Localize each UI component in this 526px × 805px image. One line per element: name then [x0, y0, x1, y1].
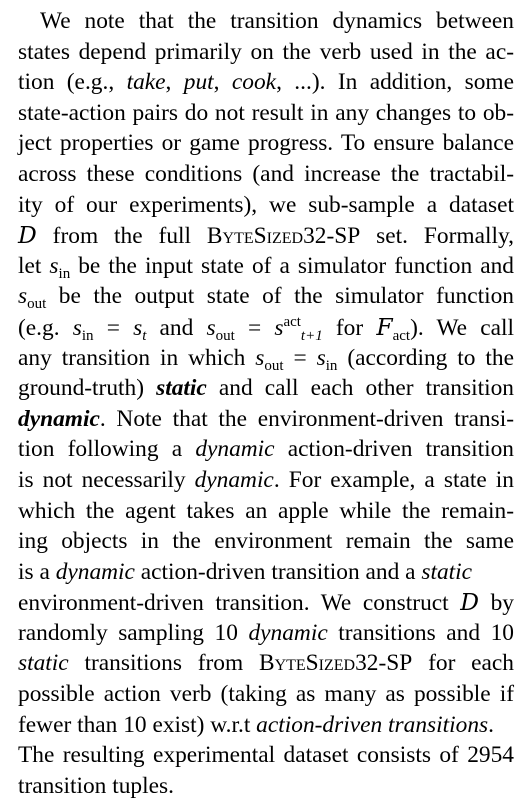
text-span: = — [283, 344, 317, 371]
text-line — [18, 159, 514, 190]
text-span: state-action pairs do not result in any changes to ob- — [18, 99, 514, 126]
text-span-i: static — [421, 558, 473, 585]
text-span: from the full — [36, 223, 207, 250]
text-span-sub: out — [215, 327, 235, 344]
text-span-i: put — [183, 69, 214, 96]
text-span: ity of our experiments), we sub-sample a dataset — [18, 191, 514, 218]
text-span: and call each other transition — [206, 375, 514, 402]
text-span-sub: out — [264, 357, 284, 374]
text-span: . — [488, 711, 494, 738]
text-line — [18, 343, 514, 374]
text-span: ground-truth) — [18, 375, 157, 402]
text-span-i: dynamic — [55, 558, 135, 585]
text-span: The resulting experimental dataset consists of 2954 — [18, 742, 514, 769]
text-span: for — [322, 314, 377, 341]
text-span: . For example, a state in — [273, 466, 514, 493]
text-line — [18, 98, 514, 129]
text-line — [18, 465, 514, 496]
text-span-math: s — [274, 314, 284, 341]
text-span-sub: in — [58, 265, 71, 282]
text-span-i: dynamic — [195, 436, 275, 463]
text-line — [18, 190, 514, 221]
text-span-sc: ByteSized32-SP — [206, 223, 361, 250]
text-line — [18, 710, 514, 741]
text-line — [18, 587, 514, 618]
text-span-math: s — [206, 314, 216, 341]
text-span: for each — [412, 650, 514, 677]
text-span-sub: out — [27, 296, 47, 313]
text-span: action-driven transition and a — [134, 558, 422, 585]
text-span-math: s — [49, 252, 59, 279]
text-span-i: dynamic — [248, 619, 328, 646]
text-line — [18, 251, 514, 282]
text-span: states depend primarily on the verb used in the ac- — [18, 38, 514, 65]
text-span: let — [18, 252, 50, 279]
text-span-cal: D — [460, 588, 480, 617]
text-span-sub: in — [81, 327, 94, 344]
text-span-sup: act — [283, 313, 301, 330]
body-paragraph — [18, 6, 514, 801]
text-span-cal: D — [18, 221, 37, 250]
text-span: environment-driven transition. We construct — [18, 590, 461, 617]
text-line — [18, 67, 514, 98]
text-span: be the output state of the simulator function — [46, 283, 514, 310]
text-span: across these conditions (and increase the tractabil- — [18, 160, 514, 187]
text-span-math: s — [18, 283, 28, 310]
text-span: transition tuples. — [18, 772, 174, 799]
text-span: . Note that the environment-driven transi- — [99, 405, 514, 432]
text-span: transitions from — [68, 650, 259, 677]
text-span-sub: act — [392, 327, 411, 344]
text-line — [18, 648, 514, 679]
text-span: and — [146, 314, 207, 341]
text-span: is a — [18, 558, 56, 585]
text-span: = — [93, 314, 134, 341]
text-span-sub: in — [325, 357, 338, 374]
text-span-math: s — [72, 314, 82, 341]
text-line — [18, 128, 514, 159]
text-span-cal: F — [376, 312, 393, 341]
text-span-i: cook — [231, 69, 277, 96]
text-span: ject properties or game progress. To ensure balance — [18, 130, 514, 157]
text-line — [18, 740, 514, 771]
text-span: (according to the — [337, 344, 514, 371]
text-line — [18, 526, 514, 557]
text-span-i: static — [18, 650, 69, 677]
text-span: fewer than 10 exist) w.r.t — [18, 711, 257, 738]
text-span-math: s — [255, 344, 265, 371]
text-line — [18, 404, 514, 435]
text-span: which the agent takes an apple while the remain- — [18, 497, 514, 524]
text-span-math: s — [316, 344, 326, 371]
text-span: randomly sampling 10 — [18, 619, 249, 646]
text-line — [18, 771, 514, 802]
text-span: action-driven transition — [274, 436, 514, 463]
text-span: We note that the transition dynamics between — [40, 8, 514, 34]
text-span: ing objects in the environment remain the same — [18, 528, 514, 555]
text-span: , — [213, 69, 232, 96]
text-line — [18, 37, 514, 68]
text-span: , ...). In addition, some — [276, 69, 514, 96]
text-line — [18, 496, 514, 527]
text-line — [18, 557, 514, 588]
text-span: transitions and 10 — [327, 619, 514, 646]
text-line — [18, 618, 514, 649]
text-span: is not necessarily — [18, 466, 195, 493]
text-span: be the input state of a simulator function and — [70, 252, 514, 279]
text-span: , — [165, 69, 184, 96]
text-span-i: dynamic — [194, 466, 274, 493]
text-line — [18, 6, 514, 37]
text-line — [18, 220, 514, 251]
text-span-sub-i: t — [142, 327, 147, 344]
text-span: = — [234, 314, 275, 341]
text-line — [18, 281, 514, 312]
text-span-i: action-driven transitions — [256, 711, 489, 738]
text-span: (e.g. — [18, 314, 73, 341]
text-span-bi: dynamic — [18, 405, 100, 432]
text-line — [18, 679, 514, 710]
text-span-math: s — [133, 314, 143, 341]
text-span: by — [479, 590, 514, 617]
text-line — [18, 312, 514, 343]
text-span-sc: ByteSized32-SP — [258, 650, 413, 677]
text-span: tion following a — [18, 436, 196, 463]
text-span-bi: static — [156, 375, 207, 402]
text-span: tion (e.g., — [18, 69, 127, 96]
text-span: possible action verb (taking as many as possible if — [18, 681, 514, 708]
text-span-sub-i: t+1 — [300, 327, 323, 344]
text-span: ). We call — [410, 314, 514, 341]
text-line — [18, 434, 514, 465]
text-span-i: take — [126, 69, 166, 96]
text-span: set. Formally, — [360, 223, 514, 250]
text-span: any transition in which — [18, 344, 256, 371]
text-line — [18, 373, 514, 404]
